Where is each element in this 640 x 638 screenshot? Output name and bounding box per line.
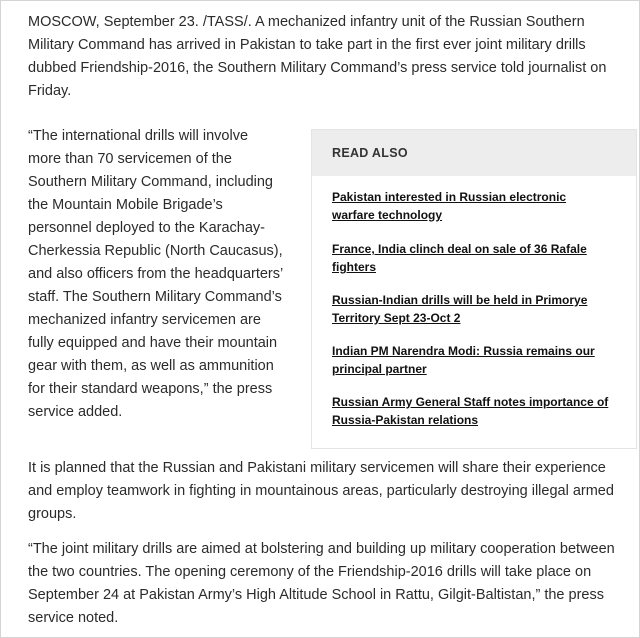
read-also-box	[311, 129, 637, 449]
read-also-link[interactable]: France, India clinch deal on sale of 36 Rafale fighters	[332, 242, 587, 274]
article-paragraph-lead: MOSCOW, September 23. /TASS/. A mechanized infantry unit of the Russian Southern Military Command has arrived in Pakistan to take part in the first ever joint military drills dubbed Friendship-2016, the Southern Military Command’s press service told journalist on Friday.	[28, 14, 607, 99]
read-also-title: READ ALSO	[312, 130, 636, 176]
read-also-link[interactable]: Russian-Indian drills will be held in Primorye Territory Sept 23-Oct 2	[332, 293, 588, 325]
article-paragraph-quote: “The international drills will involve more than 70 servicemen of the Southern Military Command, including the Mountain Mobile Brigade’s personnel deployed to the Karachay-Cherkessia Republic (North Caucasus), and also officers from the headquarters’ staff. The Southern Military Command’s mechanized infantry servicemen are fully equipped and have their mountain gear with them, as well as ammunition for their standard weapons,” the press service added.	[28, 128, 283, 420]
read-also-link[interactable]: Pakistan interested in Russian electronic warfare technology	[332, 190, 567, 222]
read-also-link[interactable]: Russian Army General Staff notes importance of Russia-Pakistan relations	[332, 395, 609, 427]
article-paragraph-closing-quote: “The joint military drills are aimed at bolstering and building up military cooperation between the two countries. The opening ceremony of the Friendship-2016 drills will take place on September 24 at Pakistan Army’s High Altitude School in Rattu, Gilgit-Baltistan,” the press service noted.	[28, 541, 615, 626]
read-also-link[interactable]: Indian PM Narendra Modi: Russia remains our principal partner	[332, 344, 595, 376]
article-paragraph-plan: It is planned that the Russian and Pakistani military servicemen will share their experience and employ teamwork in fighting in mountainous areas, particularly destroying illegal armed groups.	[28, 460, 614, 522]
